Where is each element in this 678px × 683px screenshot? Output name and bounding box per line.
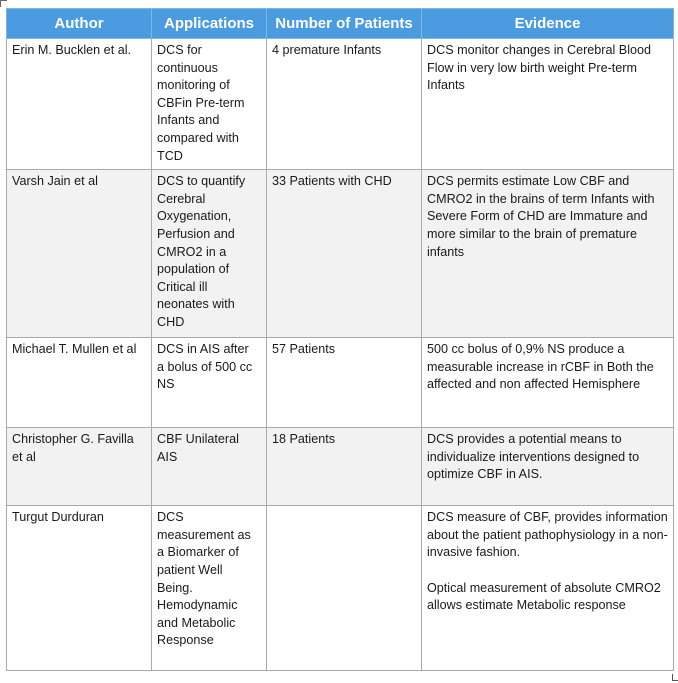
table-row (7, 170, 674, 338)
patients-cell: 4 premature Infants (267, 39, 422, 170)
evidence-cell: DCS permits estimate Low CBF and CMRO2 in the brains of term Infants with Severe Form of CHD are Immature and more similar to the brain of premature infants (422, 170, 674, 338)
paragraph-anchor-mark (0, 0, 7, 7)
patients-cell: 33 Patients with CHD (267, 170, 422, 338)
application-cell: DCS for continuous monitoring of CBFin Pre-term Infants and compared with TCD (152, 39, 267, 170)
header-evidence: Evidence (422, 9, 674, 39)
evidence-cell: DCS monitor changes in Cerebral Blood Flow in very low birth weight Pre-term Infants (422, 39, 674, 170)
evidence-cell (422, 506, 674, 671)
evidence-cell: DCS provides a potential means to individualize interventions designed to optimize CBF in AIS. (422, 428, 674, 506)
patients-cell: 57 Patients (267, 338, 422, 428)
table-row (7, 506, 674, 671)
evidence-table (6, 8, 674, 671)
table-end-mark (672, 674, 678, 681)
application-cell: CBF Unilateral AIS (152, 428, 267, 506)
header-applications: Applications (152, 9, 267, 39)
header-number-of-patients: Number of Patients (267, 9, 422, 39)
table-row (7, 338, 674, 428)
author-cell: Christopher G. Favilla et al (7, 428, 152, 506)
header-author: Author (7, 9, 152, 39)
author-cell: Varsh Jain et al (7, 170, 152, 338)
author-cell: Turgut Durduran (7, 506, 152, 671)
application-cell: DCS in AIS after a bolus of 500 cc NS (152, 338, 267, 428)
author-cell: Michael T. Mullen et al (7, 338, 152, 428)
header-row (7, 9, 674, 39)
application-cell: DCS to quantify Cerebral Oxygenation, Perfusion and CMRO2 in a population of Critical ill neonates with CHD (152, 170, 267, 338)
application-cell: DCS measurement as a Biomarker of patient Well Being. Hemodynamic and Metabolic Response (152, 506, 267, 671)
author-cell: Erin M. Bucklen et al. (7, 39, 152, 170)
patients-cell: 18 Patients (267, 428, 422, 506)
patients-cell (267, 506, 422, 671)
evidence-paragraph: DCS measure of CBF, provides information about the patient pathophysiology in a non-invasive fashion. (427, 510, 668, 560)
table-row (7, 39, 674, 170)
evidence-cell: 500 cc bolus of 0,9% NS produce a measurable increase in rCBF in Both the affected and non affected Hemisphere (422, 338, 674, 428)
evidence-paragraph: Optical measurement of absolute CMRO2 allows estimate Metabolic response (427, 580, 661, 613)
table-row (7, 428, 674, 506)
